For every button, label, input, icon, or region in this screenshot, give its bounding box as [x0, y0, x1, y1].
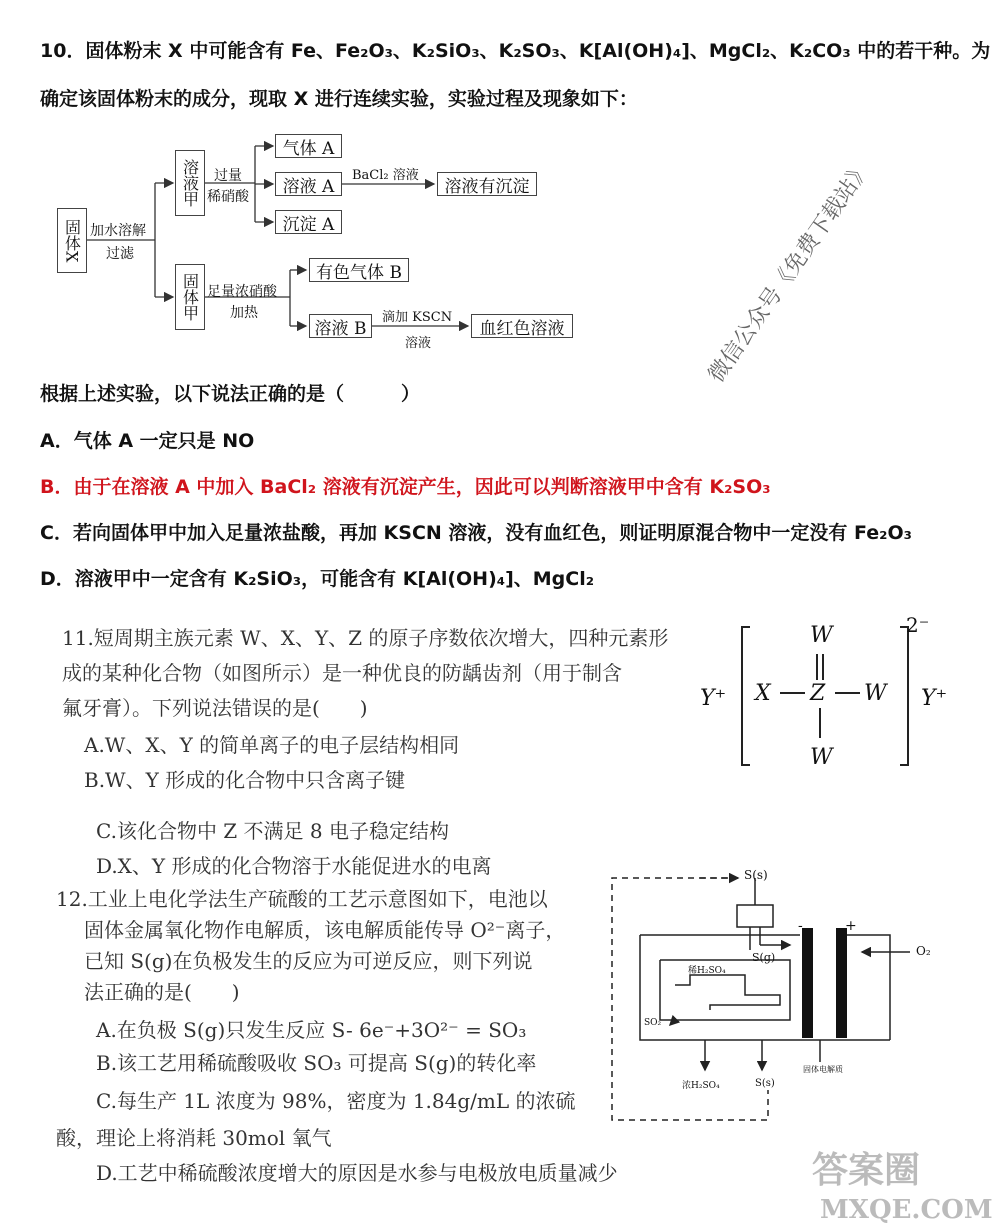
bacl2-label: BaCl₂ 溶液: [352, 168, 419, 183]
step3-bottom-label: 加热: [230, 305, 258, 321]
solid-jia-label: 固体甲: [180, 273, 200, 321]
solution-jia-label: 溶液甲: [180, 159, 200, 207]
q10-option-b: B．由于在溶液 A 中加入 BaCl₂ 溶液有沉淀产生，因此可以判断溶液甲中含有 K₂SO₃: [40, 476, 771, 498]
site-logo-sub: MXQE.COM: [820, 1195, 993, 1225]
blood-red-label: 血红色溶液: [479, 318, 565, 339]
step1-top-label: 加水溶解: [90, 223, 146, 239]
q12-option-b: B.该工艺用稀硫酸吸收 SO₃ 可提高 S(g)的转化率: [96, 1051, 537, 1075]
q12-stem-line3: 已知 S(g)在负极发生的反应为可逆反应，则下列说: [84, 949, 533, 973]
diag-o2: O₂: [916, 944, 931, 958]
struct-x: X: [755, 681, 771, 706]
q10-stem-line2: 确定该固体粉末的成分，现取 X 进行连续实验，实验过程及现象如下：: [40, 88, 638, 110]
struct-y-right: Y⁺: [921, 686, 948, 711]
q12-stem-line4: 法正确的是( ): [84, 980, 240, 1004]
q12-stem-line2: 固体金属氧化物作电解质，该电解质能传导 O²⁻离子，: [84, 918, 566, 942]
solution-a-label: 溶液 A: [282, 176, 335, 197]
struct-w-top: W: [810, 623, 833, 648]
q12-option-c-line2: 酸，理论上将消耗 30mol 氧气: [56, 1126, 332, 1150]
diag-electrolyte: 固体电解质: [803, 1065, 843, 1074]
q11-option-a: A.W、X、Y 的简单离子的电子层结构相同: [84, 733, 460, 757]
step2-top-label: 过量: [214, 168, 242, 184]
kscn-top-label: 滴加 KSCN: [382, 310, 453, 325]
watermark-text: 微信公众号《免费下载站》: [704, 156, 877, 388]
struct-w-bottom: W: [810, 745, 833, 770]
gas-b-label: 有色气体 B: [316, 262, 402, 283]
precip-result-label: 溶液有沉淀: [444, 176, 530, 197]
q11-stem-line2: 成的某种化合物（如图所示）是一种优良的防龋齿剂（用于制含: [62, 661, 622, 685]
solution-b-label: 溶液 B: [314, 318, 367, 339]
diag-minus: -: [798, 918, 803, 934]
diag-conc-acid: 浓H₂SO₄: [682, 1081, 720, 1091]
q10-option-c: C．若向固体甲中加入足量浓盐酸，再加 KSCN 溶液，没有血红色，则证明原混合物中一定没有 Fe₂O₃: [40, 522, 912, 544]
diag-dilute-acid: 稀H₂SO₄: [688, 966, 726, 976]
struct-charge: 2⁻: [906, 613, 930, 637]
q10-question: 根据上述实验，以下说法正确的是（ ）: [40, 383, 421, 405]
solid-x-label: 固体X: [62, 218, 82, 263]
step2-bottom-label: 稀硝酸: [207, 189, 249, 205]
q11-option-c: C.该化合物中 Z 不满足 8 电子稳定结构: [96, 819, 449, 843]
diag-s-top: S(s): [744, 868, 768, 882]
q10-option-d: D．溶液甲中一定含有 K₂SiO₃，可能含有 K[Al(OH)₄]、MgCl₂: [40, 568, 595, 590]
step3-top-label: 足量浓硝酸: [207, 284, 277, 300]
struct-z: Z: [810, 681, 826, 706]
precip-a-label: 沉淀 A: [282, 214, 335, 235]
q10-option-a: A．气体 A 一定只是 NO: [40, 430, 255, 452]
diag-so2: SO₂: [644, 1018, 662, 1028]
q12-option-a: A.在负极 S(g)只发生反应 S- 6e⁻+3O²⁻ = SO₃: [96, 1018, 527, 1042]
struct-w-right: W: [864, 681, 887, 706]
gas-a-label: 气体 A: [282, 138, 335, 159]
q12-stem-line1: 12.工业上电化学法生产硫酸的工艺示意图如下，电池以: [56, 887, 548, 911]
q11-option-b: B.W、Y 形成的化合物中只含离子键: [84, 768, 406, 792]
diag-s-bottom: S(s): [755, 1078, 775, 1089]
struct-y-left: Y⁺: [700, 686, 727, 711]
q11-stem-line1: 11.短周期主族元素 W、X、Y、Z 的原子序数依次增大，四种元素形: [62, 626, 669, 650]
q12-option-d: D.工艺中稀硫酸浓度增大的原因是水参与电极放电质量减少: [96, 1161, 618, 1185]
q12-option-c-line1: C.每生产 1L 浓度为 98%，密度为 1.84g/mL 的浓硫: [96, 1089, 576, 1113]
q11-option-d: D.X、Y 形成的化合物溶于水能促进水的电离: [96, 854, 492, 878]
diag-plus: +: [845, 918, 857, 934]
site-logo: 答案圈: [812, 1149, 921, 1191]
q10-stem-line1: 10．固体粉末 X 中可能含有 Fe、Fe₂O₃、K₂SiO₃、K₂SO₃、K[Al(OH)₄]、MgCl₂、K₂CO₃ 中的若干种。为: [40, 40, 991, 62]
step1-bottom-label: 过滤: [106, 246, 134, 262]
q11-stem-line3: 氟牙膏）。下列说法错误的是( ): [62, 696, 368, 720]
diag-s-g: S(g): [752, 951, 776, 964]
kscn-bottom-label: 溶液: [405, 336, 432, 351]
